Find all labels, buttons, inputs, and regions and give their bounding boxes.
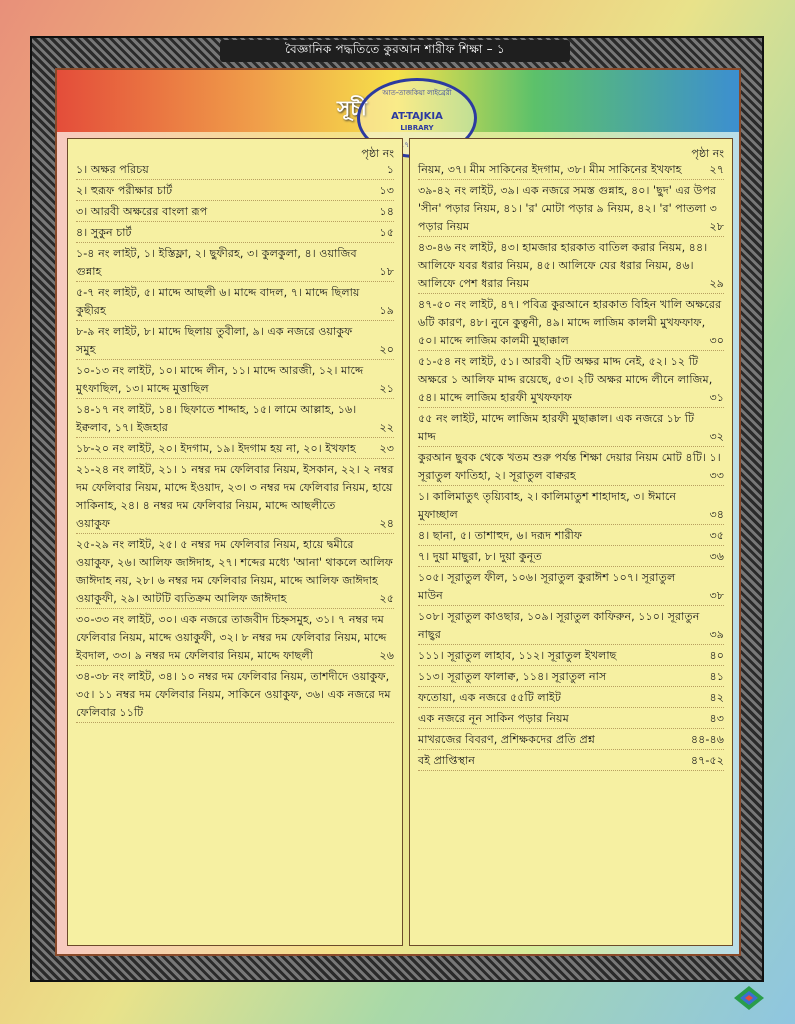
entry-text: ১৮-২০ নং লাইট, ২০। ইদগাম, ১৯। ইদগাম হয় না, ২০। ইখফাহ bbox=[76, 442, 356, 455]
contents-entry bbox=[418, 689, 724, 708]
entry-page-number: ৩২ bbox=[709, 430, 724, 443]
entry-page-number: ১৩ bbox=[379, 184, 394, 197]
contents-entry bbox=[76, 440, 394, 459]
contents-entry bbox=[418, 548, 724, 567]
contents-entry bbox=[76, 224, 394, 243]
entry-page-number: ১৯ bbox=[379, 304, 394, 317]
contents-entry bbox=[418, 710, 724, 729]
contents-entry bbox=[418, 182, 724, 237]
stamp-sub: LIBRARY bbox=[400, 124, 434, 132]
contents-entry bbox=[76, 203, 394, 222]
entry-page-number: ১ bbox=[386, 163, 394, 176]
entry-page-number: ৩৮ bbox=[709, 589, 724, 602]
contents-entry bbox=[418, 668, 724, 687]
entry-page-number: ৩৪ bbox=[709, 508, 724, 521]
entry-text: কুরআন ছুবক থেকে খতম শুরু পর্যন্ত শিক্ষা দেয়ার নিয়ম মোট ৪টি। ১। সূরাতুল ফাতিহা, ২। সূরাতুল বাক্বরহ bbox=[418, 451, 721, 482]
entry-page-number: ৪৭-৫২ bbox=[690, 754, 724, 767]
contents-entry bbox=[76, 461, 394, 534]
entry-page-number: ৪৪-৪৬ bbox=[690, 733, 724, 746]
contents-entry bbox=[418, 752, 724, 771]
entry-text: ৫-৭ নং লাইট, ৫। মাদ্দে আছলী ৬। মাদ্দে বাদল, ৭। মাদ্দে ছিলায় কুছীরহ bbox=[76, 286, 360, 317]
contents-entry bbox=[418, 239, 724, 294]
entry-text: ৮-৯ নং লাইট, ৮। মাদ্দে ছিলায় তুবীলা, ৯। এক নজরে ওয়াকুফ সমুহ bbox=[76, 325, 353, 356]
page-title: সূচী bbox=[337, 96, 367, 120]
entry-page-number: ২৯ bbox=[709, 277, 724, 290]
contents-entry bbox=[418, 353, 724, 408]
entry-text: ১০৮। সূরাতুল কাওছার, ১০৯। সূরাতুল কাফিরুন, ১১০। সূরাতুন নাছ্বর bbox=[418, 610, 700, 641]
entry-page-number: ৪২ bbox=[709, 691, 724, 704]
page-number-header: পৃষ্ঠা নং bbox=[691, 147, 724, 160]
contents-entry bbox=[76, 182, 394, 201]
entry-text: ২। হুরূফ পরীক্ষার চার্ট bbox=[76, 184, 173, 197]
contents-entry bbox=[418, 731, 724, 750]
entry-page-number: ২৬ bbox=[379, 649, 394, 662]
entry-text: মাখরজের বিবরণ, প্রশিক্ষকদের প্রতি প্রশ্ন bbox=[418, 733, 595, 746]
contents-entry bbox=[76, 245, 394, 282]
contents-entry bbox=[418, 647, 724, 666]
entry-page-number: ২২ bbox=[379, 421, 394, 434]
entry-page-number: ২০ bbox=[379, 343, 394, 356]
contents-entry bbox=[418, 527, 724, 546]
entry-page-number: ৪০ bbox=[709, 649, 724, 662]
entry-text: ১৪-১৭ নং লাইট, ১৪। ছিফাতে শাদ্দাহ, ১৫। লামে আল্লাহ, ১৬। ইক্বলাব, ১৭। ইজহার bbox=[76, 403, 357, 434]
entry-text: ৪। ছানা, ৫। তাশাহুদ, ৬। দরূদ শারীফ bbox=[418, 529, 583, 542]
entry-text: ৩। আরবী অক্ষরের বাংলা রূপ bbox=[76, 205, 208, 218]
entry-text: ১১১। সূরাতুল লাহাব, ১১২। সূরাতুল ইখলাছ bbox=[418, 649, 617, 662]
contents-entry bbox=[76, 362, 394, 399]
entry-text: ১০-১৩ নং লাইট, ১০। মাদ্দে লীন, ১১। মাদ্দে আরজী, ১২। মাদ্দে মুৎফাছিল, ১৩। মাদ্দে মুত্তাছিল bbox=[76, 364, 364, 395]
entry-text: ১-৪ নং লাইট, ১। ইস্তিফ্লা, ২। ছুফীরহ, ৩। কুলকুলা, ৪। ওয়াজিব গুন্নাহ bbox=[76, 247, 357, 278]
entry-text: ২১-২৪ নং লাইট, ২১। ১ নম্বর দম ফেলিবার নিয়ম, ইসকান, ২২। ২ নম্বর দম ফেলিবার নিয়ম, মাদ্দে ইওয়াদ, ২৩। ৩ নম্বর দম ফেলিবার নিয়ম, হায়ে সাকিনাহ, ২৪। ৪ নম্বর দম ফেলিবার নিয়ম, মাদ্দে আছলীতে ওয়াকুফ bbox=[76, 463, 394, 530]
entry-page-number: ৪৩ bbox=[709, 712, 724, 725]
stamp-name: AT-TAJKIA bbox=[391, 111, 443, 122]
left-entry-list bbox=[76, 161, 394, 723]
entry-page-number: ৩১ bbox=[709, 391, 724, 404]
contents-entry bbox=[418, 296, 724, 351]
entry-text: ৩৪-৩৮ নং লাইট, ৩৪। ১০ নম্বর দম ফেলিবার নিয়ম, তাশদীদে ওয়াকুফ, ৩৫। ১১ নম্বর দম ফেলিবার নিয়ম, সাকিনে ওয়াকুফ, ৩৬। এক নজরে দম ফেলিবার ১১টি bbox=[76, 670, 391, 719]
contents-entry bbox=[76, 401, 394, 438]
contents-entry bbox=[76, 161, 394, 180]
entry-text: এক নজরে নূন সাকিন পড়ার নিয়ম bbox=[418, 712, 569, 725]
entry-text: ৭। দুয়া মাছুরা, ৮। দুয়া কুনূত bbox=[418, 550, 542, 563]
entry-text: বই প্রাপ্তিস্থান bbox=[418, 754, 475, 767]
entry-text: ১০৫। সূরাতুল ফীল, ১০৬। সূরাতুল কুরাঈশ ১০৭। সূরাতুল মাউন bbox=[418, 571, 676, 602]
contents-entry bbox=[418, 488, 724, 525]
entry-page-number: ১৫ bbox=[379, 226, 394, 239]
contents-entry bbox=[76, 284, 394, 321]
entry-page-number: ২৩ bbox=[379, 442, 394, 455]
contents-entry bbox=[76, 611, 394, 666]
entry-page-number: ২৮ bbox=[709, 220, 724, 233]
entry-page-number: ৩৯ bbox=[709, 628, 724, 641]
entry-text: ৪৩-৪৬ নং লাইট, ৪৩। হামজার হারকাত বাতিল করার নিয়ম, ৪৪। আলিফে যবর ধরার নিয়ম, ৪৫। আলিফে যের ধরার নিয়ম, ৪৬। আলিফে পেশ ধরার নিয়ম bbox=[418, 241, 708, 290]
contents-entry bbox=[418, 410, 724, 447]
entry-page-number: ১৮ bbox=[379, 265, 394, 278]
contents-entry bbox=[76, 323, 394, 360]
entry-text: ১১৩। সূরাতুল ফালাক্ব, ১১৪। সূরাতুল নাস bbox=[418, 670, 607, 683]
entry-page-number: ৩৫ bbox=[709, 529, 724, 542]
entry-page-number: ২৭ bbox=[709, 163, 724, 176]
entry-page-number: ৩৩ bbox=[709, 469, 724, 482]
entry-text: ফতোয়া, এক নজরে ৫৫টি লাইট bbox=[418, 691, 561, 704]
entry-text: ১। অক্ষর পরিচয় bbox=[76, 163, 149, 176]
entry-text: ২৫-২৯ নং লাইট, ২৫। ৫ নম্বর দম ফেলিবার নিয়ম, হায়ে দ্বমীরে ওয়াকুফ, ২৬। আলিফ জাঈদাহ, ২৭। শব্দের মধ্যে 'আনা' থাকলে আলিফ জাঈদাহ নয়, ২৮। ৬ নম্বর দম ফেলিবার নিয়ম, মাদ্দে আলিফ জাঈদাহ ওয়াকুফী, ২৯। আটটি ব্যতিক্রম আলিফ জাঈদাহ bbox=[76, 538, 393, 605]
page-number-header: পৃষ্ঠা নং bbox=[361, 147, 394, 160]
entry-page-number: ৩০ bbox=[709, 334, 724, 347]
entry-page-number: ৩৬ bbox=[709, 550, 724, 563]
publisher-logo-icon bbox=[732, 984, 766, 1012]
entry-page-number: ৪১ bbox=[709, 670, 724, 683]
contents-entry bbox=[76, 668, 394, 723]
contents-column-left bbox=[67, 138, 403, 946]
entry-text: ৪৭-৫০ নং লাইট, ৪৭। পবিত্র কুরআনে হারকাত বিহিন খালি অক্ষরের ৬টি কারণ, ৪৮। নুনে কুত্বনী, ৪৯। মাদ্দে লাজিম কালমী মুখফফাফ, ৫০। মাদ্দে লাজিম কালমী মুছাক্কাল bbox=[418, 298, 722, 347]
contents-entry bbox=[418, 608, 724, 645]
entry-text: ১। কালিমাতুৎ তৃয়্যিবাহ, ২। কালিমাতুশ শাহাদাহ, ৩। ঈমানে মুফাচ্ছাল bbox=[418, 490, 677, 521]
entry-text: ৩০-৩৩ নং লাইট, ৩০। এক নজরে তাজবীদ চিহ্নসমুহ, ৩১। ৭ নম্বর দম ফেলিবার নিয়ম, মাদ্দে ওয়াকুফী, ৩২। ৮ নম্বর দম ফেলিবার নিয়ম, মাদ্দে ইবদাল, ৩৩। ৯ নম্বর দম ফেলিবার নিয়ম, মাদ্দে ফাছলী bbox=[76, 613, 387, 662]
entry-page-number: ১৪ bbox=[379, 205, 394, 218]
stamp-top-text: আত-তাজকিয়া লাইব্রেরী bbox=[382, 89, 452, 97]
contents-column-right bbox=[409, 138, 733, 946]
entry-text: ৫৫ নং লাইট, মাদ্দে লাজিম হারফী মুছাক্কাল। এক নজরে ১৮ টি মাদ্দ bbox=[418, 412, 695, 443]
contents-panel bbox=[55, 68, 741, 956]
entry-text: ৫১-৫৪ নং লাইট, ৫১। আরবী ২টি অক্ষর মাদ্দ নেই, ৫২। ১২ টি অক্ষরে ১ আলিফ মাদ্দ রয়েছে, ৫৩। ২টি অক্ষর মাদ্দে লীনে লাজিম, ৫৪। মাদ্দে লাজিম হারফী মুখফফাফ bbox=[418, 355, 713, 404]
entry-text: ৪। সুকুন চার্ট bbox=[76, 226, 132, 239]
contents-entry bbox=[418, 449, 724, 486]
entry-page-number: ২১ bbox=[379, 382, 394, 395]
contents-entry bbox=[418, 161, 724, 180]
right-entry-list bbox=[418, 161, 724, 771]
entry-text: নিয়ম, ৩৭। মীম সাকিনের ইদগাম, ৩৮। মীম সাকিনের ইখফাহ bbox=[418, 163, 682, 176]
contents-entry bbox=[418, 569, 724, 606]
contents-entry bbox=[76, 536, 394, 609]
entry-text: ৩৯-৪২ নং লাইট, ৩৯। এক নজরে সমস্ত গুন্নাহ, ৪০। 'ছুদ' এর উপর 'সীন' পড়ার নিয়ম, ৪১। 'র' মোটা পড়ার ৯ নিয়ম, ৪২। 'র' পাতলা ৩ পড়ার নিয়ম bbox=[418, 184, 717, 233]
entry-page-number: ২৫ bbox=[379, 592, 394, 605]
series-banner: বৈজ্ঞানিক পদ্ধতিতে কুরআন শারীফ শিক্ষা – ১ bbox=[220, 40, 570, 62]
entry-page-number: ২৪ bbox=[379, 517, 394, 530]
